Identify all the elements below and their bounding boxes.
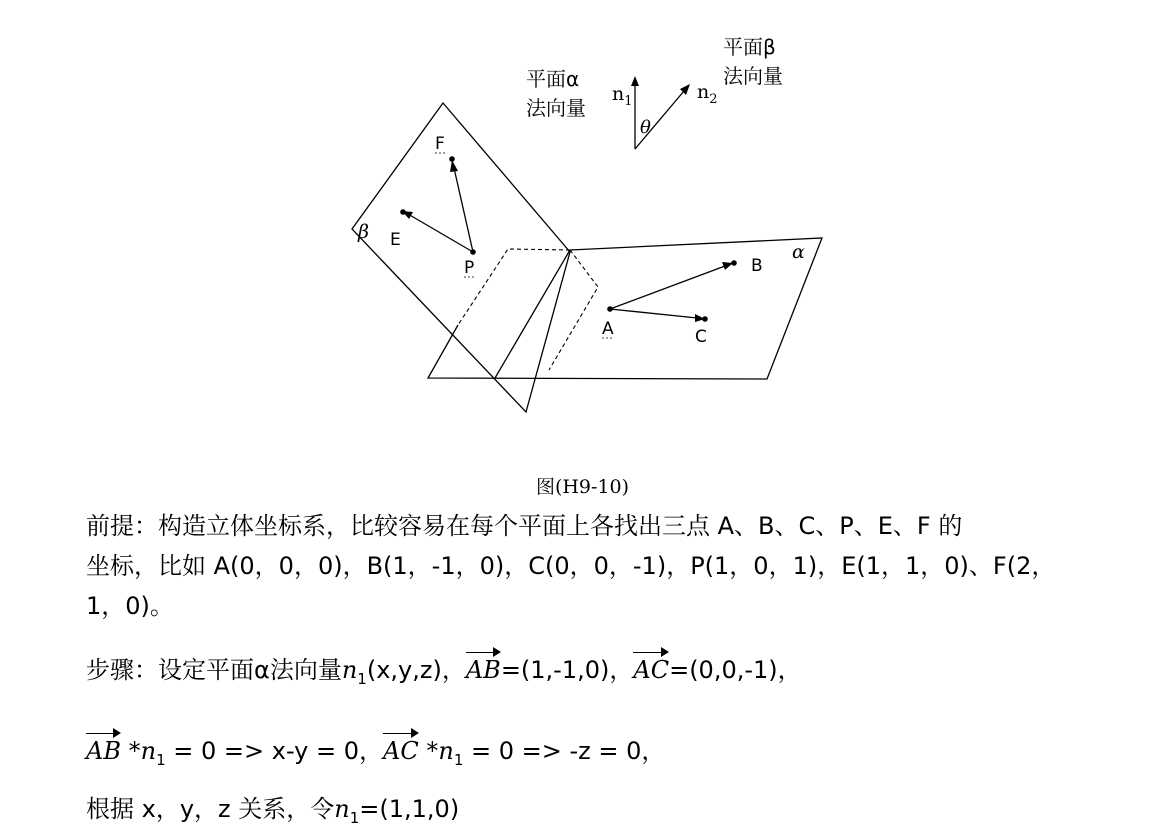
premise-line-2: 坐标，比如 A(0，0，0)，B(1，-1，0)，C(0，0，-1)，P(1，0，1)，E(1，1，0)、F(2， (86, 552, 1056, 580)
label-normal-beta-line2: 法向量 (723, 64, 783, 88)
label-normal-alpha-line2: 法向量 (526, 96, 586, 120)
label-C: C (695, 327, 707, 347)
label-E: E (390, 230, 401, 250)
label-plane-beta: β (358, 221, 369, 243)
label-n2: $n_2$ (697, 81, 718, 107)
label-A: A (602, 319, 614, 339)
label-normal-beta-line1: 平面β (723, 35, 776, 59)
point-P (470, 249, 476, 255)
vector-AB-symbol: AB (86, 731, 121, 771)
intersection-line (495, 250, 570, 378)
hidden-edge-right (549, 250, 598, 370)
normal-symbol: n (140, 737, 157, 765)
label-n1: $n_1$ (612, 83, 633, 109)
plane-alpha-outline (428, 238, 822, 379)
conclusion-line (86, 789, 1136, 838)
step1-prefix: 步骤：设定平面α法向量 (86, 656, 342, 684)
premise-line-3: 1，0)。 (86, 592, 174, 620)
normal-symbol: n (438, 737, 454, 765)
point-F (449, 156, 455, 162)
point-C (702, 316, 708, 322)
point-E (400, 209, 406, 215)
step1-ab-value: =(1,-1,0)， (500, 656, 634, 684)
vector-AC-symbol: AC (383, 731, 419, 771)
vector-AB (610, 266, 725, 309)
step1-ac-value: =(0,0,-1)， (669, 656, 802, 684)
normal-subscript: 1 (349, 808, 360, 827)
premise-paragraph (86, 506, 1136, 626)
step3-prefix: 根据 x，y，z 关系，令 (86, 795, 335, 823)
vector-PF (454, 168, 473, 252)
label-F: F (435, 134, 445, 154)
plane-beta-outline (352, 103, 570, 412)
vector-PF-arrowhead (450, 160, 458, 172)
point-A (607, 306, 613, 312)
vector-AC-symbol: AC (633, 650, 669, 690)
label-P: P (464, 258, 475, 278)
step3-value: =(1,1,0) (359, 795, 460, 823)
normal-symbol: n (341, 656, 358, 684)
point-B (731, 260, 737, 266)
normal-symbol: n (334, 795, 350, 823)
premise-line-1: 前提：构造立体坐标系，比较容易在每个平面上各找出三点 A、B、C、P、E、F 的 (86, 512, 963, 540)
label-plane-alpha: α (792, 241, 805, 263)
normal-subscript: 1 (453, 750, 464, 769)
label-B: B (751, 256, 763, 276)
equation-1: = 0 => x-y = 0， (165, 737, 384, 765)
vector-PE (408, 214, 473, 252)
step1-xyz: (x,y,z)， (366, 656, 466, 684)
equation-2: = 0 => -z = 0， (463, 737, 666, 765)
dot-product-equations (86, 731, 1136, 780)
normal-subscript: 1 (156, 750, 166, 769)
normal-n1-arrowhead (631, 76, 639, 86)
label-normal-alpha-line1: 平面α (526, 67, 580, 91)
step-paragraph (86, 650, 1136, 699)
vector-AB-symbol: AB (466, 650, 501, 690)
normal-subscript: 1 (357, 669, 367, 688)
figure-caption: 图(H9-10) (535, 476, 630, 498)
multiply-sign: * (120, 737, 141, 765)
vector-AC (610, 309, 697, 318)
multiply-sign: * (418, 737, 439, 765)
label-theta: θ (640, 117, 651, 138)
